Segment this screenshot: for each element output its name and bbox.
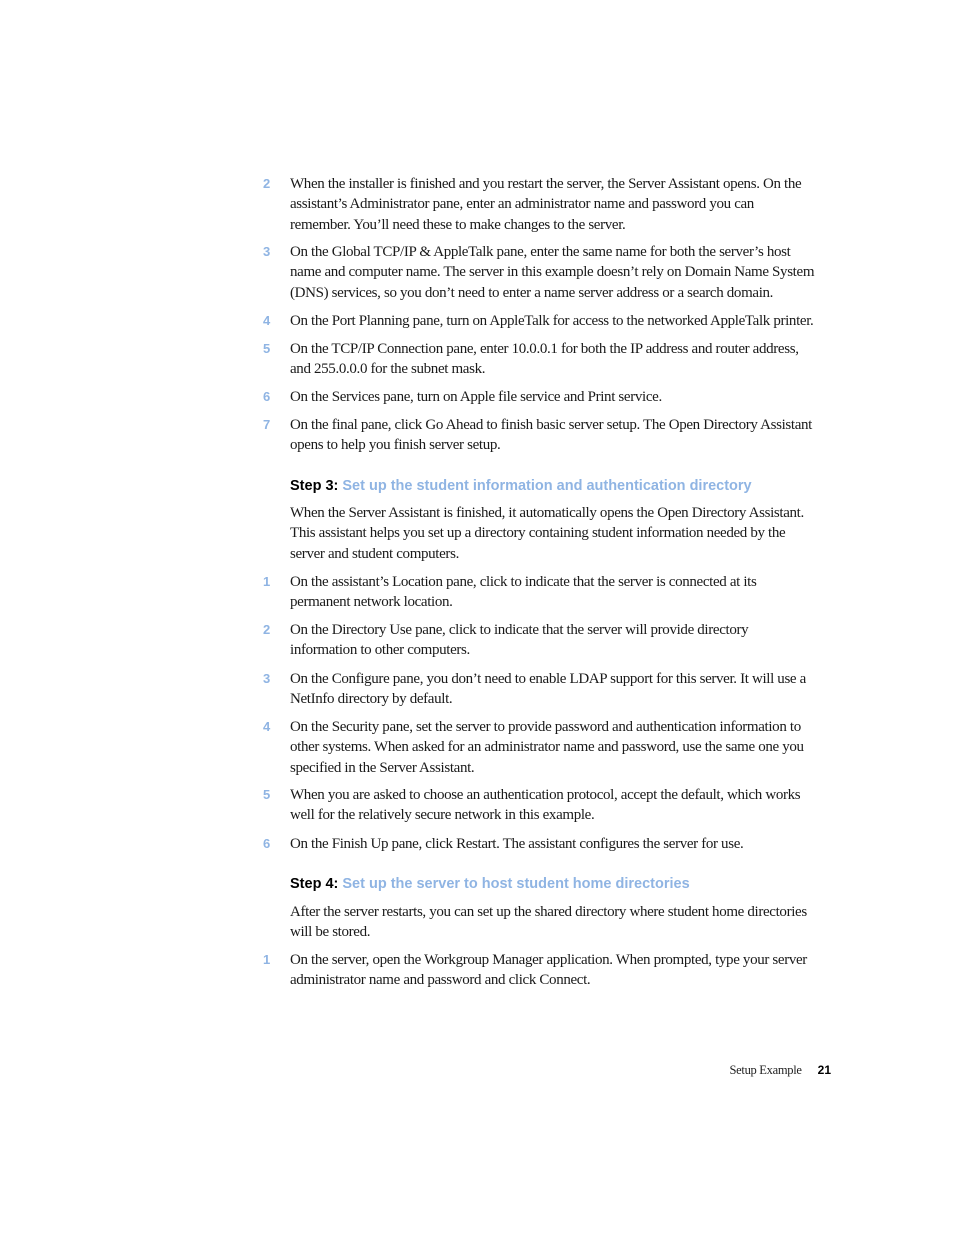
text-line: information to other computers. — [290, 642, 470, 659]
text-line: When you are asked to choose an authentication protocol, accept the default, which works — [290, 787, 801, 803]
step-number: 1 — [263, 952, 271, 967]
step-number: 4 — [263, 313, 271, 328]
step-label: Step 3: — [290, 478, 339, 494]
numbered-step — [263, 311, 850, 331]
numbered-step — [263, 669, 850, 710]
text-line: On the Global TCP/IP & AppleTalk pane, enter the same name for both the server’s host — [290, 244, 791, 260]
text-line: When the Server Assistant is finished, it automatically opens the Open Directory Assistant. — [290, 505, 804, 521]
numbered-step — [263, 572, 850, 613]
text-line: will be stored. — [290, 924, 371, 941]
text-line: and 255.0.0.0 for the subnet mask. — [290, 361, 486, 378]
step-number: 3 — [263, 671, 271, 686]
text-line: When the installer is finished and you restart the server, the Server Assistant opens. On the — [290, 176, 802, 192]
text-line: name and computer name. The server in this example doesn’t rely on Domain Name System — [290, 264, 815, 281]
text-line: After the server restarts, you can set up the shared directory where student home directories — [290, 904, 807, 920]
step-label: Step 4: — [290, 876, 339, 892]
text-line: server and student computers. — [290, 545, 459, 562]
text-line: permanent network location. — [290, 594, 453, 611]
step-number: 6 — [263, 836, 271, 851]
text-line: On the Configure pane, you don’t need to enable LDAP support for this server. It will use a — [290, 671, 806, 687]
step-heading — [290, 874, 690, 894]
numbered-step — [263, 339, 850, 380]
step-number: 2 — [263, 622, 271, 637]
text-line: On the assistant’s Location pane, click to indicate that the server is connected at its — [290, 574, 757, 590]
step-number: 3 — [263, 244, 271, 259]
text-line: On the Finish Up pane, click Restart. The assistant configures the server for use. — [290, 836, 744, 852]
step-number: 2 — [263, 176, 271, 191]
numbered-step — [263, 620, 850, 661]
numbered-step — [263, 242, 850, 303]
text-line: NetInfo directory by default. — [290, 691, 453, 708]
text-line: On the Port Planning pane, turn on AppleTalk for access to the networked AppleTalk printer. — [290, 313, 814, 329]
numbered-step — [263, 717, 850, 778]
paragraph — [290, 902, 850, 943]
text-line: well for the relatively secure network in this example. — [290, 807, 595, 824]
text-line: assistant’s Administrator pane, enter an administrator name and password you can — [290, 196, 754, 213]
text-line: remember. You’ll need these to make changes to the server. — [290, 216, 626, 233]
text-line: specified in the Server Assistant. — [290, 759, 475, 776]
text-line: On the Security pane, set the server to provide password and authentication information to — [290, 719, 801, 735]
step-number: 5 — [263, 787, 271, 802]
numbered-step — [263, 174, 850, 235]
text-line: On the Services pane, turn on Apple file service and Print service. — [290, 389, 662, 405]
text-line: (DNS) services, so you don’t need to enter a name server address or a search domain. — [290, 284, 774, 301]
step-heading — [290, 476, 752, 496]
text-line: opens to help you finish server setup. — [290, 437, 501, 454]
step-number: 1 — [263, 574, 271, 589]
numbered-step — [263, 785, 850, 826]
step-number: 4 — [263, 719, 271, 734]
step-title: Set up the server to host student home directories — [342, 876, 690, 892]
page-footer — [730, 1063, 832, 1078]
text-line: other systems. When asked for an administrator name and password, use the same one you — [290, 739, 804, 756]
numbered-step — [263, 834, 850, 854]
text-line: On the final pane, click Go Ahead to finish basic server setup. The Open Directory Assistant — [290, 417, 812, 433]
step-number: 6 — [263, 389, 271, 404]
text-line: This assistant helps you set up a directory containing student information needed by the — [290, 525, 786, 542]
text-line: On the Directory Use pane, click to indicate that the server will provide directory — [290, 622, 749, 638]
step-number: 7 — [263, 417, 271, 432]
page-number: 21 — [817, 1063, 831, 1077]
step-number: 5 — [263, 341, 271, 356]
text-line: administrator name and password and click Connect. — [290, 972, 591, 989]
step-title: Set up the student information and authentication directory — [342, 478, 752, 494]
numbered-step — [263, 415, 850, 456]
paragraph — [290, 503, 850, 564]
text-line: On the server, open the Workgroup Manager application. When prompted, type your server — [290, 952, 807, 968]
numbered-step — [263, 950, 850, 991]
footer-section-title: Setup Example — [729, 1063, 802, 1077]
text-line: On the TCP/IP Connection pane, enter 10.0.0.1 for both the IP address and router address, — [290, 341, 799, 357]
numbered-step — [263, 387, 850, 407]
